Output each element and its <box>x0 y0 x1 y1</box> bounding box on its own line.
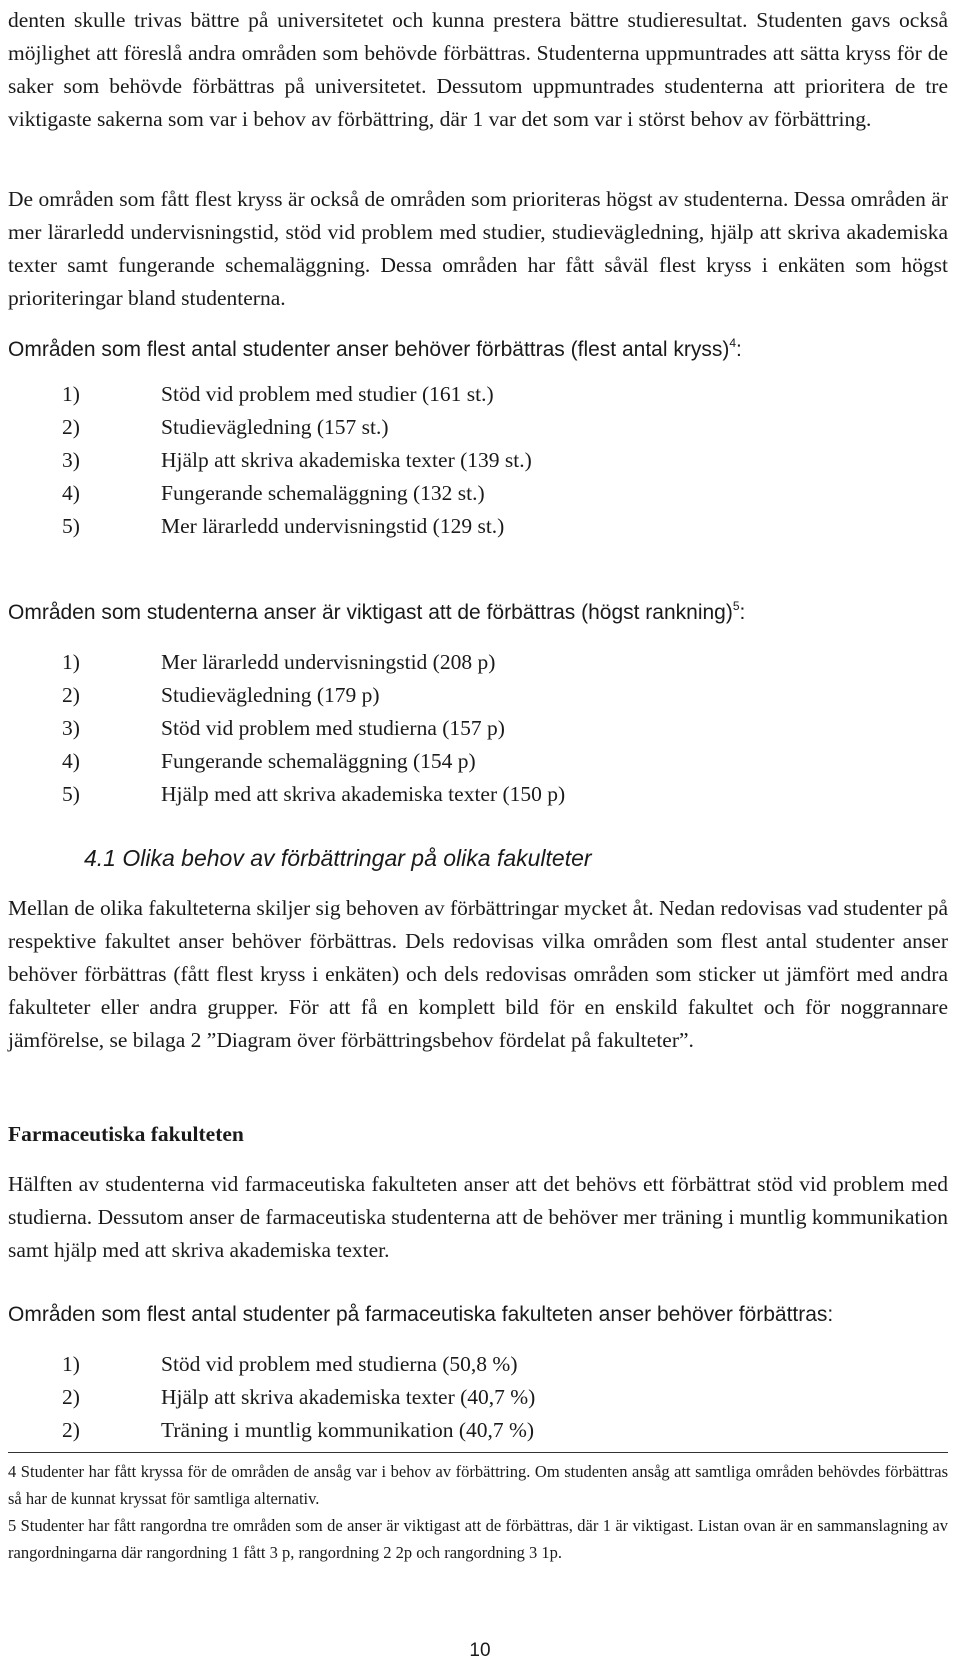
summary-paragraph: De områden som fått flest kryss är också de områden som prioriteras högst av studenterna. Dessa områden är mer lärarledd undervisningstid, stöd vid problem med studier, studievägledning, hjälp att skriva akademiska texter samt fungerande schemaläggning. Dessa områden har fått såväl flest kryss i enkäten som högst prioriteringar bland studenterna. <box>8 187 948 310</box>
faculties-paragraph-block <box>0 892 960 1057</box>
page-number: 10 <box>469 1640 491 1661</box>
heading-ranking: Områden som studenterna anser är viktigast att de förbättras (högst rankning)$^5$: <box>8 599 746 624</box>
list-ranking <box>0 646 960 811</box>
list-ranking-block <box>0 646 960 811</box>
footnote-4: 4 Studenter har fått kryssa för de områden de ansåg var i behov av förbättring. Om studenten ansåg att samtliga områden behövdes förbättras så har de kunnat kryssat för samtliga alternativ. <box>8 1462 948 1508</box>
list-most-crosses-block <box>0 378 960 543</box>
list-item: 2) Hjälp att skriva akademiska texter (40,7 %) <box>62 1385 536 1409</box>
heading-pharma: Farmaceutiska fakulteten <box>8 1122 244 1146</box>
intro-paragraph: denten skulle trivas bättre på universitetet och kunna prestera bättre studieresultat. Studenten gavs också möjlighet att föreslå andra områden som behövde förbättras. Studenterna uppmuntrades att sätta kryss för de saker som behövde förbättras på universitetet. Dessutom uppmuntrades studenterna att prioritera de tre viktigaste sakerna som var i behov av förbättring, där 1 var det som var i störst behov av förbättring. <box>8 8 948 131</box>
list-item: 5) Mer lärarledd undervisningstid (129 st.) <box>62 514 505 538</box>
footnote-divider <box>8 1452 948 1453</box>
heading-pharma-list: Områden som flest antal studenter på farmaceutiska fakulteten anser behöver förbättras: <box>8 1303 834 1326</box>
heading-most-crosses: Områden som flest antal studenter anser behöver förbättras (flest antal kryss)$^4$: <box>8 336 742 361</box>
footnote-ref-4[interactable]: 4 <box>729 336 737 350</box>
list-item: 5) Hjälp med att skriva akademiska texter (150 p) <box>62 782 566 806</box>
list-item: 4) Fungerande schemaläggning (154 p) <box>62 749 476 773</box>
list-item: 2) Träning i muntlig kommunikation (40,7 %) <box>62 1418 535 1442</box>
list-item: 1) Mer lärarledd undervisningstid (208 p) <box>62 650 496 674</box>
section-heading-4-1: 4.1 Olika behov av förbättringar på olika fakulteter <box>84 845 592 871</box>
list-item: 2) Studievägledning (157 st.) <box>62 415 389 439</box>
pharma-list-heading-block <box>0 1298 960 1331</box>
list-item: 4) Fungerande schemaläggning (132 st.) <box>62 481 485 505</box>
footnotes <box>8 1458 948 1566</box>
pharma-list-block <box>0 1348 960 1447</box>
footnote-5: 5 Studenter har fått rangordna tre områden som de anser är viktigast att de förbättras, där 1 är viktigast. Listan ovan är en sammanslagning av rangordningarna där rangordning 1 fått 3 p, rangordning 2 2p och rangordning 3 1p. <box>8 1516 948 1562</box>
list-item: 1) Stöd vid problem med studierna (50,8 %) <box>62 1352 518 1376</box>
list-item: 1) Stöd vid problem med studier (161 st.) <box>62 382 494 406</box>
heading-ranking-block <box>0 596 960 629</box>
list-item: 3) Stöd vid problem med studierna (157 p) <box>62 716 505 740</box>
pharma-heading-block <box>0 1118 960 1151</box>
section-4-1-block <box>0 842 960 875</box>
footnote-ref-5[interactable]: 5 <box>732 599 740 613</box>
list-most-crosses <box>0 378 960 543</box>
footnotes-block <box>0 1458 960 1566</box>
pharma-paragraph: Hälften av studenterna vid farmaceutiska fakulteten anser att det behövs ett förbättrat stöd vid problem med studierna. Dessutom anser de farmaceutiska studenterna att de behöver mer träning i muntlig kommunikation samt hjälp med att skriva akademiska texter. <box>8 1172 948 1262</box>
faculties-paragraph: Mellan de olika fakulteterna skiljer sig behoven av förbättringar mycket åt. Nedan redovisas vad studenter på respektive fakultet anser behöver förbättras. Dels redovisas vilka områden som flest antal studenter anser behöver förbättras (fått flest kryss i enkäten) och dels redovisas områden som sticker ut jämfört med andra fakulteter eller andra grupper. För att få en komplett bild för en enskild fakultet och för noggrannare jämförelse, se bilaga 2 ”Diagram över förbättringsbehov fördelat på fakulteter”. <box>8 896 948 1052</box>
pharma-paragraph-block <box>0 1168 960 1267</box>
heading-most-crosses-block <box>0 333 960 366</box>
list-pharma <box>0 1348 960 1447</box>
paragraph-2-block <box>0 183 960 315</box>
intro-block <box>0 4 960 136</box>
list-item: 3) Hjälp att skriva akademiska texter (139 st.) <box>62 448 532 472</box>
list-item: 2) Studievägledning (179 p) <box>62 683 380 707</box>
